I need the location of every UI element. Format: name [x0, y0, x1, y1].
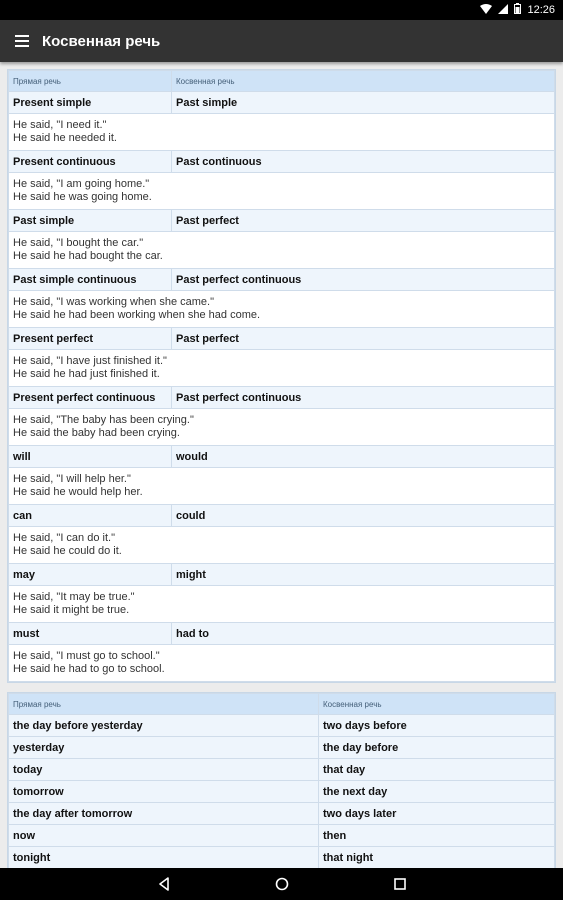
example-direct: He said, "I will help her." — [13, 473, 131, 485]
time-direct: yesterday — [9, 737, 319, 759]
header-direct: Прямая речь — [9, 694, 319, 715]
example-row — [9, 232, 555, 269]
time-row — [9, 737, 555, 759]
example-direct: He said, "I must go to school." — [13, 650, 160, 662]
home-icon[interactable] — [268, 870, 296, 898]
tense-indirect: Past simple — [172, 92, 555, 114]
tense-direct: will — [9, 446, 172, 468]
tense-direct: can — [9, 505, 172, 527]
example-indirect: He said he had just finished it. — [13, 368, 160, 380]
time-row — [9, 825, 555, 847]
tense-row — [9, 387, 555, 409]
tense-indirect: had to — [172, 623, 555, 645]
tense-row — [9, 92, 555, 114]
example-row — [9, 291, 555, 328]
time-indirect: then — [319, 825, 555, 847]
hamburger-menu-icon[interactable] — [0, 20, 44, 62]
time-row — [9, 781, 555, 803]
example-direct: He said, "I need it." — [13, 119, 107, 131]
tense-direct: Present perfect continuous — [9, 387, 172, 409]
example-cell — [9, 586, 555, 623]
time-row — [9, 715, 555, 737]
tense-row — [9, 564, 555, 586]
example-indirect: He said he had bought the car. — [13, 250, 163, 262]
table-header-row — [9, 71, 555, 92]
example-cell — [9, 645, 555, 682]
time-direct: the day before yesterday — [9, 715, 319, 737]
example-indirect: He said he was going home. — [13, 191, 152, 203]
time-row — [9, 803, 555, 825]
example-row — [9, 350, 555, 387]
tense-row — [9, 269, 555, 291]
tense-row — [9, 505, 555, 527]
tense-direct: Past simple continuous — [9, 269, 172, 291]
tense-indirect: could — [172, 505, 555, 527]
example-cell — [9, 173, 555, 210]
time-indirect: the next day — [319, 781, 555, 803]
status-bar — [0, 0, 563, 20]
page-title: Косвенная речь — [42, 32, 161, 50]
tense-row — [9, 446, 555, 468]
wifi-icon — [480, 1, 492, 19]
time-direct: tonight — [9, 847, 319, 869]
time-direct: today — [9, 759, 319, 781]
time-direct: the day after tomorrow — [9, 803, 319, 825]
tense-indirect: Past perfect — [172, 210, 555, 232]
tense-indirect: Past perfect continuous — [172, 269, 555, 291]
example-indirect: He said he had to go to school. — [13, 663, 165, 675]
example-row — [9, 409, 555, 446]
example-indirect: He said he could do it. — [13, 545, 122, 557]
example-direct: He said, "The baby has been crying." — [13, 414, 194, 426]
example-direct: He said, "It may be true." — [13, 591, 135, 603]
time-indirect: the day before — [319, 737, 555, 759]
example-row — [9, 645, 555, 682]
example-indirect: He said it might be true. — [13, 604, 130, 616]
example-direct: He said, "I have just finished it." — [13, 355, 167, 367]
example-row — [9, 114, 555, 151]
tense-indirect: Past perfect — [172, 328, 555, 350]
example-cell — [9, 232, 555, 269]
battery-icon — [514, 1, 521, 19]
header-direct: Прямая речь — [9, 71, 172, 92]
back-icon[interactable] — [150, 870, 178, 898]
example-cell — [9, 527, 555, 564]
navigation-bar — [0, 868, 563, 900]
tense-row — [9, 328, 555, 350]
tense-row — [9, 210, 555, 232]
example-cell — [9, 468, 555, 505]
tense-direct: must — [9, 623, 172, 645]
example-row — [9, 173, 555, 210]
example-indirect: He said he had been working when she had come. — [13, 309, 261, 321]
tense-direct: Past simple — [9, 210, 172, 232]
tense-row — [9, 151, 555, 173]
signal-icon — [498, 1, 508, 19]
example-direct: He said, "I am going home." — [13, 178, 150, 190]
example-cell — [9, 291, 555, 328]
time-direct: now — [9, 825, 319, 847]
tense-indirect: Past perfect continuous — [172, 387, 555, 409]
example-cell — [9, 350, 555, 387]
example-indirect: He said the baby had been crying. — [13, 427, 180, 439]
recents-icon[interactable] — [386, 870, 414, 898]
header-indirect: Косвенная речь — [319, 694, 555, 715]
example-cell — [9, 114, 555, 151]
tenses-table — [7, 69, 556, 683]
app-bar — [0, 20, 563, 62]
example-row — [9, 468, 555, 505]
example-cell — [9, 409, 555, 446]
example-row — [9, 527, 555, 564]
tense-direct: Present perfect — [9, 328, 172, 350]
time-expressions-table — [7, 692, 556, 868]
tense-indirect: would — [172, 446, 555, 468]
tense-indirect: Past continuous — [172, 151, 555, 173]
header-indirect: Косвенная речь — [172, 71, 555, 92]
example-direct: He said, "I bought the car." — [13, 237, 144, 249]
status-icons — [480, 0, 555, 20]
tense-row — [9, 623, 555, 645]
time-direct: tomorrow — [9, 781, 319, 803]
time-row — [9, 759, 555, 781]
example-direct: He said, "I can do it." — [13, 532, 115, 544]
time-indirect: that night — [319, 847, 555, 869]
content-scroll[interactable] — [0, 62, 563, 868]
status-time: 12:26 — [527, 4, 555, 16]
tense-direct: may — [9, 564, 172, 586]
example-indirect: He said he would help her. — [13, 486, 143, 498]
example-row — [9, 586, 555, 623]
table-header-row — [9, 694, 555, 715]
tense-direct: Present simple — [9, 92, 172, 114]
time-indirect: two days later — [319, 803, 555, 825]
tense-indirect: might — [172, 564, 555, 586]
time-indirect: that day — [319, 759, 555, 781]
example-direct: He said, "I was working when she came." — [13, 296, 215, 308]
time-row — [9, 847, 555, 869]
time-indirect: two days before — [319, 715, 555, 737]
tense-direct: Present continuous — [9, 151, 172, 173]
example-indirect: He said he needed it. — [13, 132, 117, 144]
